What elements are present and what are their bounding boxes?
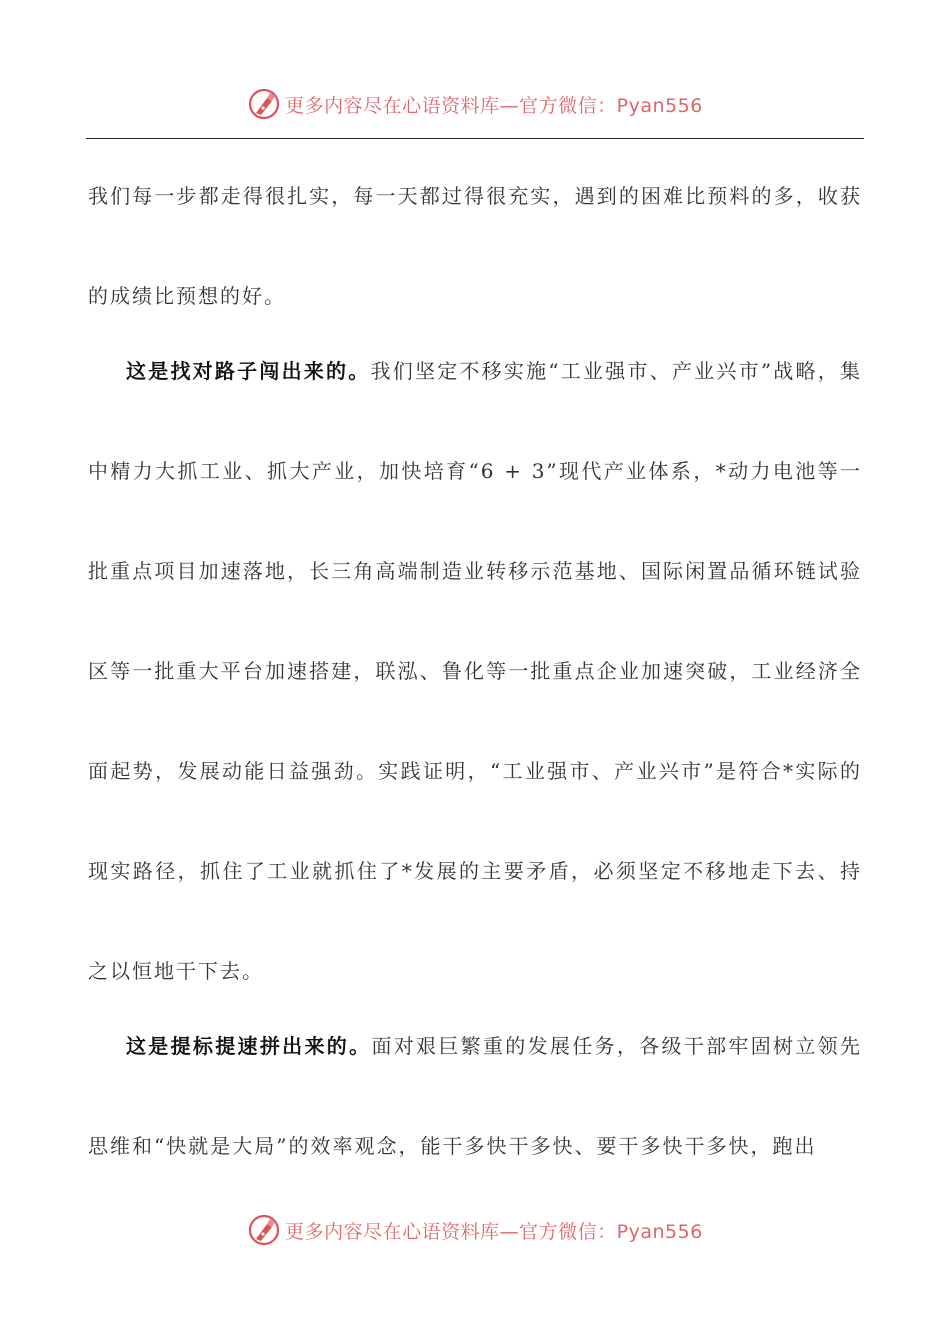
paragraph-2	[88, 321, 862, 1021]
document-body	[88, 146, 862, 1196]
paragraph-1-text: 我们每一步都走得很扎实，每一天都过得很充实，遇到的困难比预料的多，收获的成绩比预想的好。	[88, 184, 862, 308]
paragraph-3	[88, 996, 862, 1196]
pen-nib-logo-icon	[247, 87, 281, 121]
paragraph-1	[88, 146, 862, 346]
paragraph-2-lead: 这是找对路子闯出来的。	[126, 359, 371, 383]
footer-banner	[0, 1212, 950, 1248]
paragraph-3-lead: 这是提标提速拼出来的。	[126, 1034, 372, 1058]
header-text: 更多内容尽在心语资料库—官方微信：Pyan556	[285, 94, 703, 117]
paragraph-2-text: 我们坚定不移实施“工业强市、产业兴市”战略，集中精力大抓工业、抓大产业，加快培育“6 + 3”现代产业体系，*动力电池等一批重点项目加速落地，长三角高端制造业转移示范基地、国际闲置品循环链试验区等一批重大平台加速搭建，联泓、鲁化等一批重点企业加速突破，工业经济全面起势，发展动能日益强劲。实践证明，“工业强市、产业兴市”是符合*实际的现实路径，抓住了工业就抓住了*发展的主要矛盾，必须坚定不移地走下去、持之以恒地干下去。	[88, 359, 862, 983]
footer-text: 更多内容尽在心语资料库—官方微信：Pyan556	[285, 1220, 703, 1243]
header-banner	[0, 86, 950, 122]
pen-nib-logo-icon	[247, 1213, 281, 1247]
header-divider	[86, 138, 864, 139]
paragraph-3-text: 面对艰巨繁重的发展任务，各级干部牢固树立领先思维和“快就是大局”的效率观念，能干多快干多快、要干多快干多快，跑出	[88, 1034, 862, 1158]
